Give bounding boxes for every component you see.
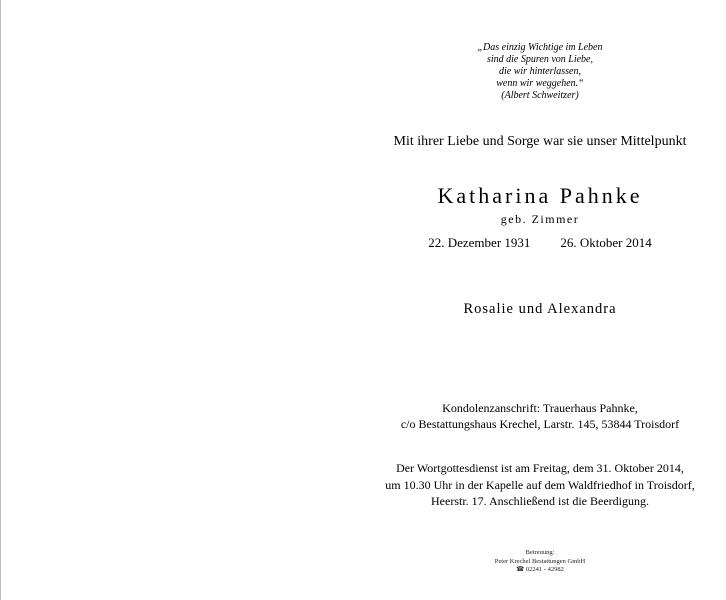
- service-line: Heerstr. 17. Anschließend ist die Beerdigung.: [431, 494, 649, 508]
- undertaker-footer: [360, 549, 720, 575]
- quote-line: sind die Spuren von Liebe,: [486, 54, 593, 65]
- condolence-line: Kondolenzanschrift: Trauerhaus Pahnke,: [442, 401, 638, 415]
- service-line: Der Wortgottesdienst ist am Freitag, dem 31. Oktober 2014,: [396, 461, 684, 475]
- quote-attribution: (Albert Schweitzer): [501, 90, 579, 101]
- life-dates: [360, 235, 720, 251]
- footer-company: Peter Krechel Bestattungen GmbH: [494, 557, 586, 565]
- deceased-name: Katharina Pahnke: [437, 183, 643, 208]
- phone-icon: ☎: [516, 566, 525, 573]
- epigraph-quote: [360, 42, 720, 102]
- death-date: 26. Oktober 2014: [560, 235, 652, 250]
- footer-label: Betreuung:: [525, 549, 555, 556]
- motto-text: Mit ihrer Liebe und Sorge war sie unser Mittelpunkt: [393, 134, 687, 149]
- mourners-names: Rosalie und Alexandra: [463, 301, 617, 317]
- page-left-border: [0, 0, 1, 600]
- condolence-line: c/o Bestattungshaus Krechel, Larstr. 145, 53844 Troisdorf: [400, 417, 680, 431]
- quote-line: „Das einzig Wichtige im Leben: [477, 42, 603, 53]
- quote-line: wenn wir weggehen.“: [496, 78, 584, 89]
- condolence-address: [360, 400, 720, 432]
- service-info: [360, 460, 720, 510]
- service-line: um 10.30 Uhr in der Kapelle auf dem Waldfriedhof in Troisdorf,: [385, 477, 695, 492]
- quote-line: die wir hinterlassen,: [499, 66, 581, 77]
- footer-phone-row: [360, 566, 720, 575]
- birth-date: 22. Dezember 1931: [428, 235, 531, 250]
- footer-phone: 02241 - 42982: [525, 566, 564, 573]
- birth-name: geb. Zimmer: [500, 212, 580, 226]
